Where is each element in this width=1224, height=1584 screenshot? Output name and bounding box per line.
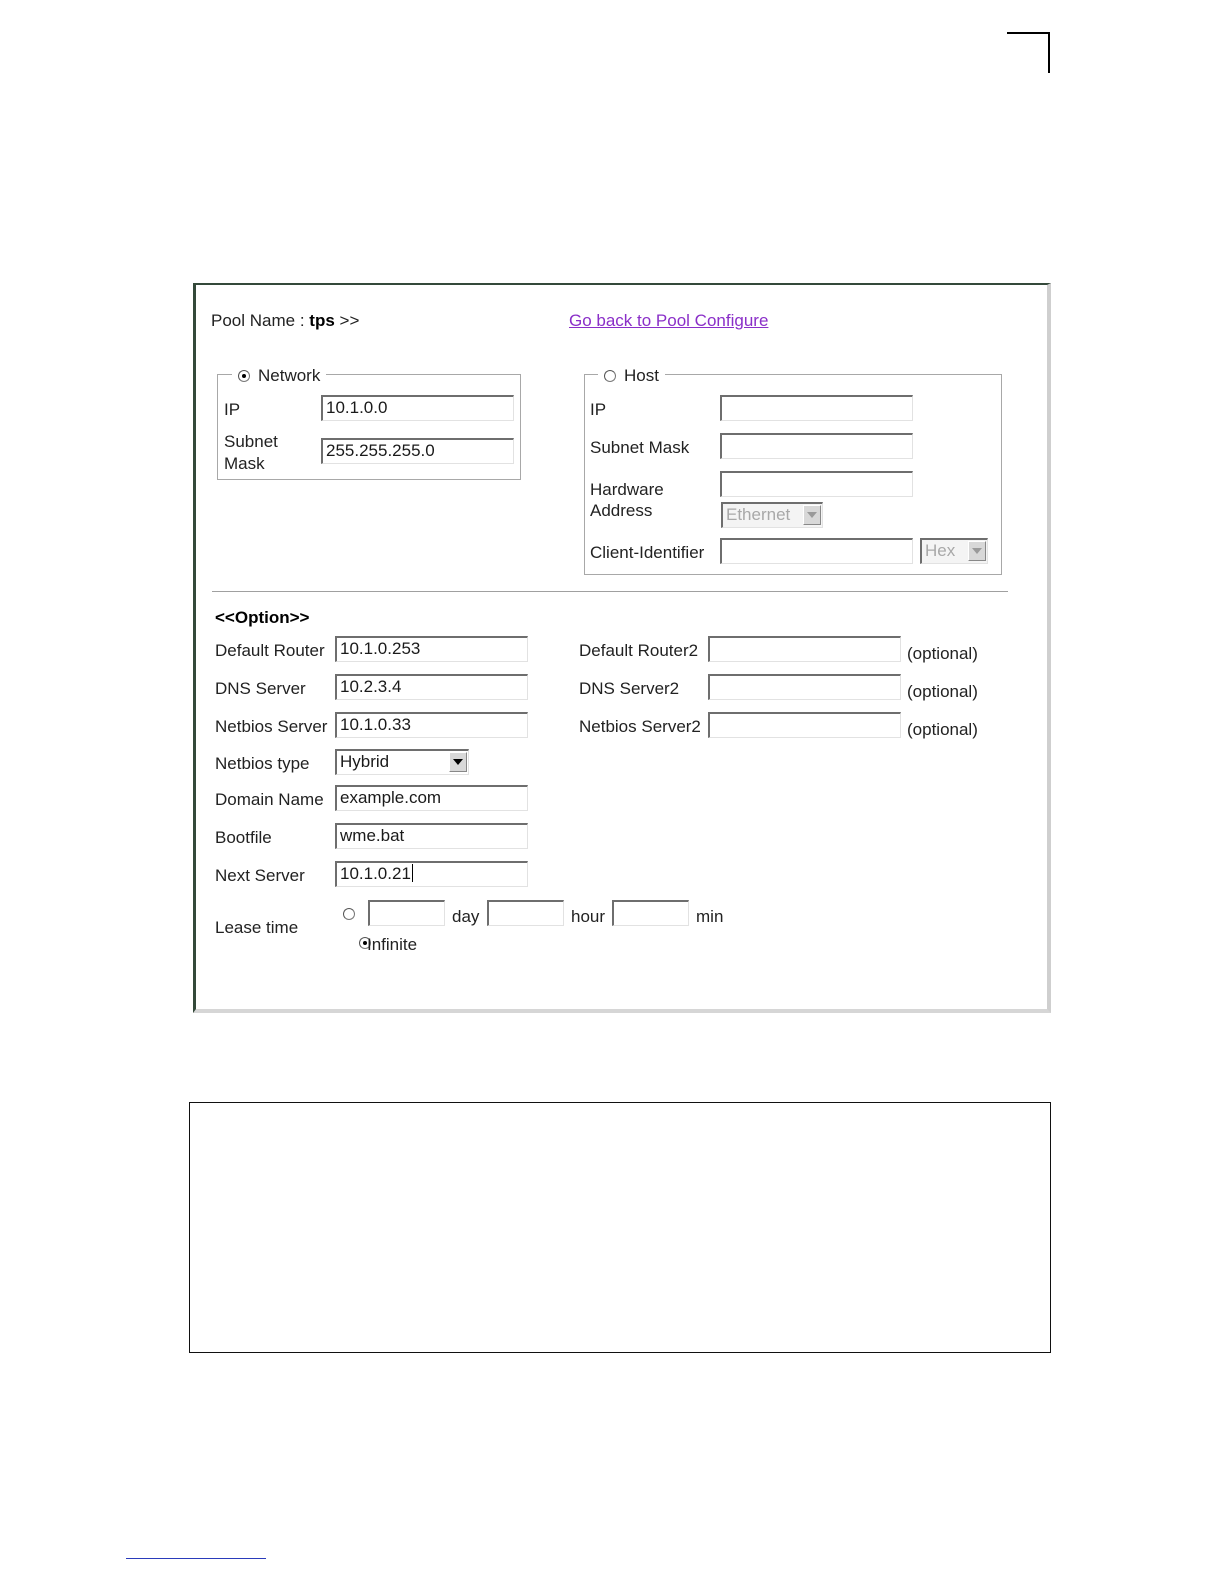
default-router2-optional: (optional) [907,644,978,663]
host-ip-input[interactable] [720,395,913,421]
lease-hour-input[interactable] [487,900,564,926]
domain-name-label: Domain Name [215,790,324,809]
netbios-type-label: Netbios type [215,754,310,773]
host-subnet-label: Subnet Mask [590,438,690,457]
netbios-server-label: Netbios Server [215,717,328,736]
page-corner-mark-horizontal [1007,32,1050,34]
dns-server-input[interactable]: 10.2.3.4 [335,674,528,700]
host-hardware-label-line1: Hardware [590,480,664,499]
chevron-down-icon [449,752,467,772]
netbios-server-input[interactable]: 10.1.0.33 [335,712,528,738]
network-legend-label: Network [258,366,321,385]
empty-content-box [189,1102,1051,1353]
pool-name-label: Pool Name : [211,311,305,330]
client-identifier-type-value: Hex [925,541,956,560]
host-ip-label: IP [590,400,607,419]
network-subnet-label-line2: Mask [224,454,265,473]
bootfile-label: Bootfile [215,828,272,847]
network-subnet-label-line1: Subnet [224,432,278,451]
default-router-input[interactable]: 10.1.0.253 [335,636,528,662]
lease-duration-radio[interactable] [343,908,355,920]
domain-name-input[interactable]: example.com [335,785,528,811]
network-ip-input[interactable]: 10.1.0.0 [321,395,514,421]
bootfile-input[interactable]: wme.bat [335,823,528,849]
pool-name-suffix: >> [339,311,360,330]
dns-server2-input[interactable] [708,674,901,700]
netbios-type-select[interactable] [335,749,469,775]
text-cursor [412,864,413,882]
lease-hour-label: hour [571,907,606,926]
netbios-server2-input[interactable] [708,712,901,738]
host-hardware-label-line2: Address [590,501,653,520]
host-subnet-input[interactable] [720,433,913,459]
next-server-label: Next Server [215,866,305,885]
next-server-value: 10.1.0.21 [340,864,411,883]
netbios-type-value: Hybrid [340,752,390,771]
chevron-down-icon [803,505,821,525]
host-radio[interactable] [604,370,616,382]
host-hardware-type-select[interactable] [721,502,823,528]
host-hardware-type-value: Ethernet [726,505,791,524]
option-heading: <<Option>> [215,608,310,627]
next-server-input[interactable] [335,861,528,887]
network-ip-label: IP [224,400,241,419]
footer-rule [126,1558,266,1559]
back-to-pool-configure-link[interactable]: Go back to Pool Configure [569,311,769,330]
lease-min-input[interactable] [612,900,689,926]
dns-server-label: DNS Server [215,679,306,698]
default-router2-input[interactable] [708,636,901,662]
pool-name-value: tps [309,311,335,330]
lease-min-label: min [696,907,724,926]
dhcp-pool-config-panel [193,283,1051,1013]
dns-server2-label: DNS Server2 [579,679,680,698]
host-legend [598,366,665,386]
chevron-down-icon [968,541,986,561]
lease-infinite-label: Infinite [367,935,418,954]
client-identifier-label: Client-Identifier [590,543,705,562]
network-radio[interactable] [238,370,250,382]
netbios-server2-label: Netbios Server2 [579,717,701,736]
host-hardware-input[interactable] [720,471,913,497]
lease-day-input[interactable] [368,900,445,926]
client-identifier-type-select[interactable] [920,538,988,564]
default-router-label: Default Router [215,641,325,660]
default-router2-label: Default Router2 [579,641,699,660]
lease-day-label: day [452,907,480,926]
host-legend-label: Host [624,366,659,385]
pool-name-row [211,311,359,331]
dns-server2-optional: (optional) [907,682,978,701]
lease-time-label: Lease time [215,918,299,937]
page-corner-mark-vertical [1048,32,1050,73]
network-subnet-input[interactable]: 255.255.255.0 [321,438,514,464]
network-legend [232,366,326,386]
section-divider [212,591,1008,593]
client-identifier-input[interactable] [720,538,913,564]
netbios-server2-optional: (optional) [907,720,978,739]
